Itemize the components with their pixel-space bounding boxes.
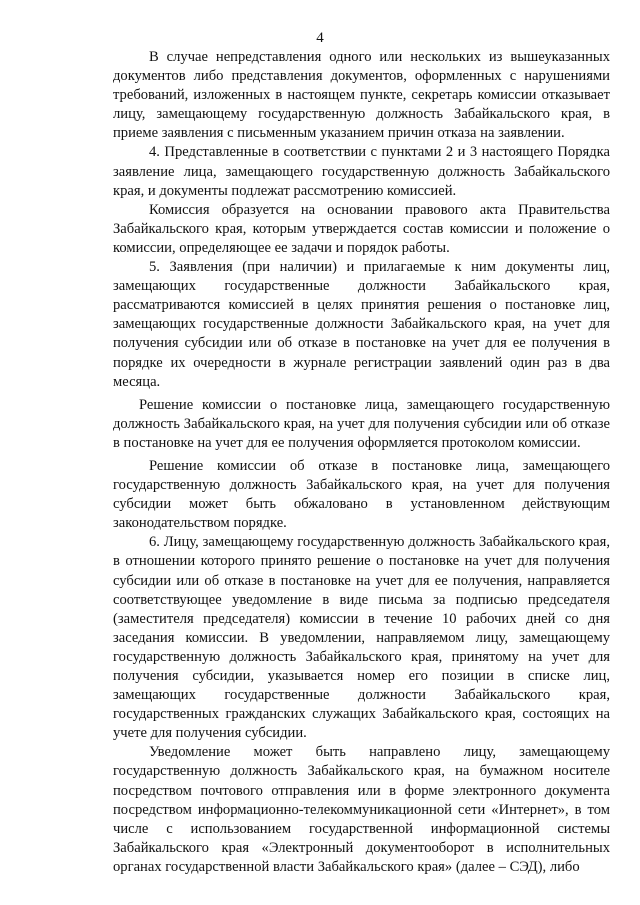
paragraph-notification-delivery: Уведомление может быть направлено лицу, замещающему государственную должность Забайкальского края, на бумажном носителе посредством почтового отправления или в форме электронного документа посредством информационно-телекоммуникационной сети «Интернет», в том числе с использованием государственной информационной системы Забайкальского края «Электронный документооборот в исполнительных органах государственной власти Забайкальского края» (далее – СЭД), либо [113, 744, 610, 875]
paragraph-item-6: 6. Лицу, замещающему государственную должность Забайкальского края, в отношении которого принято решение о постановке на учет для получения субсидии или об отказе в постановке на учет для ее получения, направляется соответствующее уведомление в виде письма за подписью председателя (заместителя председателя) комиссии в течение 10 рабочих дней со дня заседания комиссии. В уведомлении, направляемом лицу, замещающему государственную должность Забайкальского края, принятому на учет для получения субсидии, указывается номер его позиции в списке лиц, замещающих государственные должности Забайкальского края, государственных гражданских служащих Забайкальского края, состоящих на учете для получения субсидии. [113, 534, 610, 742]
document-body [113, 48, 610, 877]
paragraph-refusal-grounds: В случае непредставления одного или нескольких из вышеуказанных документов либо представления документов, оформленных с нарушениями требований, изложенных в настоящем пункте, секретарь комиссии отказывает лицу, замещающему государственную должность Забайкальского края, в приеме заявления с письменным указанием причин отказа на заявлении. [113, 49, 610, 142]
paragraph-commission-decision: Решение комиссии о постановке лица, замещающего государственную должность Забайкальского края, на учет для получения субсидии или об отказе в постановке на учет для ее получения оформляется протоколом комиссии. [113, 396, 610, 451]
page-number: 4 [316, 30, 324, 46]
paragraph-commission-formation: Комиссия образуется на основании правового акта Правительства Забайкальского края, которым утверждается состав комиссии и положение о комиссии, определяющее ее задачи и порядок работы. [113, 201, 610, 256]
paragraph-item-5: 5. Заявления (при наличии) и прилагаемые к ним документы лиц, замещающих государственные должности Забайкальского края, рассматриваются комиссией в целях принятия решения о постановке лиц, замещающих государственные должности Забайкальского края, на учет для получения субсидии или об отказе в постановке на учет для ее получения в порядке их очередности в журнале регистрации заявлений один раз в два месяца. [113, 259, 610, 390]
paragraph-appeal: Решение комиссии об отказе в постановке лица, замещающего государственную должность Забайкальского края, на учет для получения субсидии может быть обжаловано в установленном действующим законодательством порядке. [113, 457, 610, 532]
paragraph-item-4: 4. Представленные в соответствии с пунктами 2 и 3 настоящего Порядка заявление лица, замещающего государственную должность Забайкальского края, и документы подлежат рассмотрению комиссией. [113, 144, 610, 199]
